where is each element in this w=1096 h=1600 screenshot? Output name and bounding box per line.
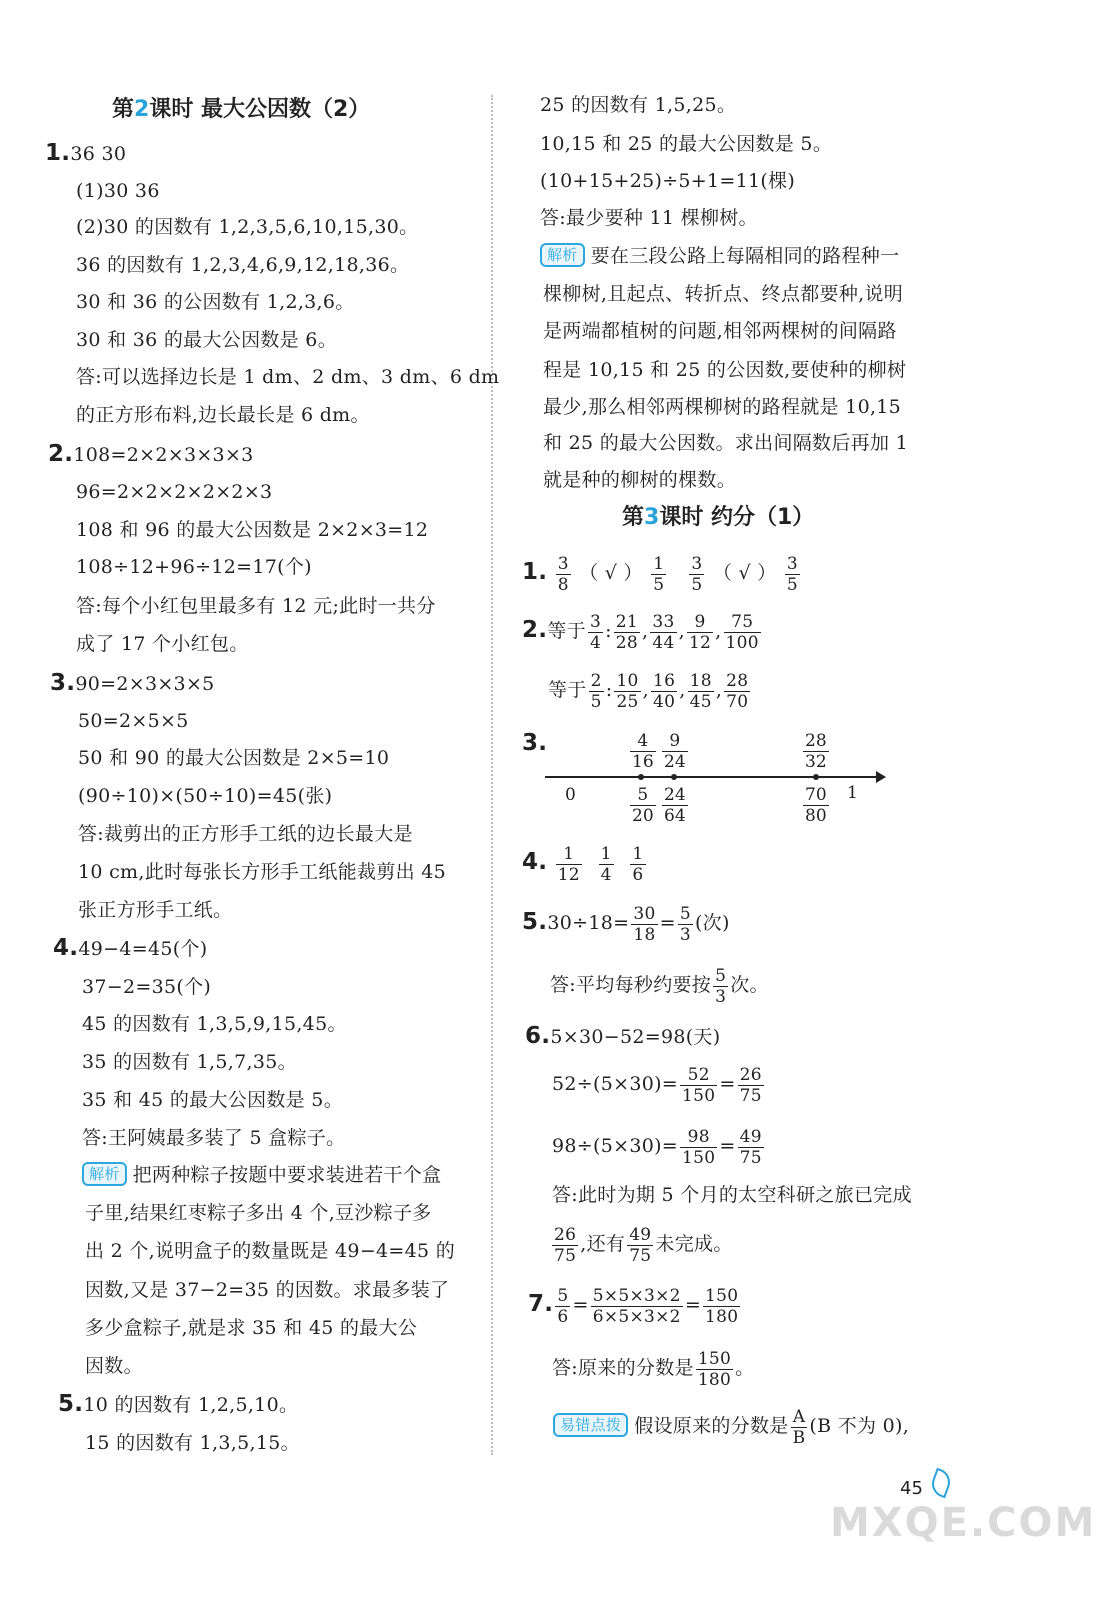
q2-line5: 成了 17 个小红包。 bbox=[76, 633, 249, 655]
q4-analysis-5: 因数。 bbox=[85, 1355, 143, 1377]
lesson-title-2: 第2课时 最大公因数（2） bbox=[112, 97, 371, 122]
q3-line3: (90÷10)×(50÷10)=45(张) bbox=[78, 785, 333, 807]
q3-line4: 答:裁剪出的正方形手工纸的边长最大是 bbox=[78, 823, 413, 845]
fraction: $\frac{75}{100}$ bbox=[725, 611, 759, 653]
fraction: $\frac{1}{5}$ bbox=[653, 553, 665, 595]
fraction: $\frac{5}{6}$ bbox=[557, 1285, 569, 1327]
q1-line6: 答:可以选择边长是 1 dm、2 dm、3 dm、6 dm bbox=[76, 366, 500, 388]
fraction: $\frac{49}{75}$ bbox=[629, 1224, 652, 1266]
rc-line3: 答:最少要种 11 棵柳树。 bbox=[540, 207, 758, 229]
nl-label-top: $\frac{9}{24}$ bbox=[664, 731, 686, 772]
rc-analysis-6: 就是种的柳树的棵数。 bbox=[543, 469, 737, 491]
leaf-icon bbox=[928, 1468, 954, 1499]
r-q7: 7. $\frac{5}{6}$ = $\frac{5\times 5\times 3\times 2}{6\times 5\times 3\times 2}$ = $\frac{150}{180}$ bbox=[528, 1285, 739, 1327]
rc-analysis-4: 最少,那么相邻两棵柳树的路程就是 10,15 bbox=[543, 396, 902, 418]
fraction: $\frac{28}{70}$ bbox=[726, 670, 749, 712]
rc-analysis-1: 棵柳树,且起点、转折点、终点都要种,说明 bbox=[543, 283, 904, 305]
rc-line2: (10+15+25)÷5+1=11(棵) bbox=[540, 170, 796, 192]
r-q4: 4. $\frac{1}{12}$ $\frac{1}{4}$ $\frac{1}{6}$ bbox=[522, 843, 644, 885]
number-line-point bbox=[813, 774, 819, 780]
fraction: $\frac{150}{180}$ bbox=[705, 1285, 739, 1327]
fraction: $\frac{21}{28}$ bbox=[615, 611, 639, 653]
fraction: $\frac{3}{5}$ bbox=[691, 553, 703, 595]
fraction: $\frac{1}{4}$ bbox=[600, 843, 612, 885]
q1-line3: 36 的因数有 1,2,3,4,6,9,12,18,36。 bbox=[76, 254, 410, 276]
fraction: $\frac{5}{3}$ bbox=[679, 903, 691, 945]
q4-analysis-4: 多少盒粽子,就是求 35 和 45 的最大公 bbox=[85, 1317, 418, 1339]
fraction: $\frac{49}{75}$ bbox=[739, 1126, 762, 1168]
q4-line3: 35 的因数有 1,5,7,35。 bbox=[82, 1051, 297, 1073]
r-q2-line1: 2.等于 $\frac{3}{4}$ : $\frac{21}{28}$ , $\frac{33}{44}$ , $\frac{9}{12}$ , $\frac{75}{100}$ bbox=[522, 611, 759, 653]
r-q5: 5.30÷18= $\frac{30}{18}$ = $\frac{5}{3}$ (次) bbox=[522, 903, 730, 945]
analysis-tag: 解析 bbox=[82, 1162, 127, 1186]
fraction: $\frac{3}{8}$ bbox=[557, 553, 569, 595]
q3-line1: 50=2×5×5 bbox=[78, 710, 189, 732]
fraction: $\frac{150}{180}$ bbox=[697, 1348, 732, 1390]
r-q5-answer: 答:平均每秒约要按 $\frac{5}{3}$ 次。 bbox=[550, 965, 769, 1007]
fraction: $\frac{1}{12}$ bbox=[557, 843, 580, 885]
number-line-arrow bbox=[876, 771, 886, 783]
r-q3-num: 3. bbox=[522, 730, 548, 756]
number-line-axis bbox=[545, 776, 880, 778]
q4-analysis-2: 出 2 个,说明盒子的数量既是 49−4=45 的 bbox=[85, 1240, 456, 1262]
q4-line2: 45 的因数有 1,3,5,9,15,45。 bbox=[82, 1013, 347, 1035]
q4-line0: 4.49−4=45(个) bbox=[53, 935, 208, 961]
r-q2-line2: 等于 $\frac{2}{5}$ : $\frac{10}{25}$ , $\frac{16}{40}$ , $\frac{18}{45}$ , $\frac{28}{70}$ bbox=[548, 670, 749, 712]
q1-line0: 1.36 30 bbox=[45, 140, 127, 166]
column-divider bbox=[491, 95, 493, 1455]
q2-line2: 108 和 96 的最大公因数是 2×2×3=12 bbox=[76, 519, 429, 541]
q4-analysis-1: 子里,结果红枣粽子多出 4 个,豆沙粽子多 bbox=[85, 1202, 432, 1224]
error-tip-tag: 易错点拨 bbox=[553, 1413, 628, 1437]
fraction: $\frac{3}{5}$ bbox=[786, 553, 798, 595]
rc-analysis-5: 和 25 的最大公因数。求出间隔数后再加 1 bbox=[543, 432, 908, 454]
nl-label-bottom: $\frac{24}{64}$ bbox=[664, 785, 686, 826]
q4-line5: 答:王阿姨最多装了 5 盒粽子。 bbox=[82, 1127, 346, 1149]
analysis-tag: 解析 bbox=[540, 243, 585, 267]
q3-line2: 50 和 90 的最大公因数是 2×5=10 bbox=[78, 747, 390, 769]
fraction: $\frac{2}{5}$ bbox=[590, 670, 602, 712]
r-q6-line3: 答:此时为期 5 个月的太空科研之旅已完成 bbox=[552, 1184, 912, 1206]
q4-line1: 37−2=35(个) bbox=[82, 976, 212, 998]
fraction: $\frac{26}{75}$ bbox=[739, 1064, 762, 1106]
q5-line0: 5.10 的因数有 1,2,5,10。 bbox=[58, 1391, 299, 1417]
nl-label-bottom: $\frac{70}{80}$ bbox=[805, 785, 827, 826]
q1-line2: (2)30 的因数有 1,2,3,5,6,10,15,30。 bbox=[76, 216, 419, 238]
r-q1: 1. $\frac{3}{8}$ （ √ ） $\frac{1}{5}$ $\frac{3}{5}$ （ √ ） $\frac{3}{5}$ bbox=[522, 553, 798, 595]
rc-analysis-3: 程是 10,15 和 25 的公因数,要使种的柳树 bbox=[543, 359, 907, 381]
rc-analysis-2: 是两端都植树的问题,相邻两棵树的间隔路 bbox=[543, 320, 897, 342]
fraction: $\frac{1}{6}$ bbox=[632, 843, 644, 885]
fraction: $\frac{16}{40}$ bbox=[653, 670, 676, 712]
fraction: $\frac{5\times 5\times 3\times 2}{6\times 5\times 3\times 2}$ bbox=[592, 1285, 681, 1327]
r-q7-tip: 易错点拨 假设原来的分数是 $\frac{A}{B}$ (B 不为 0), bbox=[553, 1404, 909, 1448]
q1-line4: 30 和 36 的公因数有 1,2,3,6。 bbox=[76, 291, 355, 313]
r-q7-answer: 答:原来的分数是 $\frac{150}{180}$ 。 bbox=[552, 1348, 755, 1390]
fraction: $\frac{26}{75}$ bbox=[554, 1224, 577, 1266]
fraction: $\frac{98}{150}$ bbox=[682, 1126, 716, 1168]
nl-label-bottom: $\frac{5}{20}$ bbox=[632, 785, 654, 826]
q5-line1: 15 的因数有 1,3,5,15。 bbox=[85, 1432, 300, 1454]
fraction: $\frac{A}{B}$ bbox=[792, 1406, 806, 1448]
fraction: $\frac{9}{12}$ bbox=[688, 611, 712, 653]
fraction: $\frac{18}{45}$ bbox=[689, 670, 712, 712]
q2-line3: 108÷12+96÷12=17(个) bbox=[76, 556, 312, 578]
nl-label-top: $\frac{28}{32}$ bbox=[805, 731, 827, 772]
fraction: $\frac{5}{3}$ bbox=[715, 965, 727, 1007]
q2-line4: 答:每个小红包里最多有 12 元;此时一共分 bbox=[76, 595, 436, 617]
r-q6-line0: 6.5×30−52=98(天) bbox=[525, 1023, 721, 1049]
q2-line1: 96=2×2×2×2×2×3 bbox=[76, 481, 273, 503]
nl-zero: 0 bbox=[565, 785, 576, 805]
q1-line1: (1)30 36 bbox=[76, 180, 160, 202]
nl-one: 1 bbox=[847, 783, 858, 803]
nl-label-top: $\frac{4}{16}$ bbox=[632, 731, 654, 772]
r-q6-line4: $\frac{26}{75}$ ,还有 $\frac{49}{75}$ 未完成。 bbox=[554, 1224, 733, 1266]
r-q6-line2: 98÷(5×30)= $\frac{98}{150}$ = $\frac{49}{75}$ bbox=[552, 1126, 762, 1168]
fraction: $\frac{10}{25}$ bbox=[616, 670, 639, 712]
lesson-title-3: 第3课时 约分（1） bbox=[622, 505, 815, 530]
number-line-point bbox=[671, 774, 677, 780]
fraction: $\frac{30}{18}$ bbox=[633, 903, 656, 945]
rc-line0: 25 的因数有 1,5,25。 bbox=[540, 94, 737, 116]
fraction: $\frac{52}{150}$ bbox=[682, 1064, 716, 1106]
watermark: MXQE.COM bbox=[830, 1500, 1096, 1546]
fraction: $\frac{3}{4}$ bbox=[589, 611, 602, 653]
q2-line0: 2.108=2×2×3×3×3 bbox=[48, 441, 254, 467]
q1-line7: 的正方形布料,边长最长是 6 dm。 bbox=[76, 404, 370, 426]
fraction: $\frac{33}{44}$ bbox=[652, 611, 675, 653]
q3-line0: 3.90=2×3×3×5 bbox=[50, 670, 215, 696]
q4-analysis-0: 解析 把两种粽子按题中要求装进若干个盒 bbox=[82, 1162, 441, 1188]
rc-analysis-0: 解析 要在三段公路上每隔相同的路程种一 bbox=[540, 243, 899, 269]
q3-line5: 10 cm,此时每张长方形手工纸能裁剪出 45 bbox=[78, 861, 447, 883]
rc-line1: 10,15 和 25 的最大公因数是 5。 bbox=[540, 133, 833, 155]
q1-line5: 30 和 36 的最大公因数是 6。 bbox=[76, 329, 338, 351]
q4-analysis-3: 因数,又是 37−2=35 的因数。求最多装了 bbox=[85, 1279, 450, 1301]
q4-line4: 35 和 45 的最大公因数是 5。 bbox=[82, 1089, 344, 1111]
q3-line6: 张正方形手工纸。 bbox=[78, 899, 233, 921]
number-line-point bbox=[638, 774, 644, 780]
page-number: 45 bbox=[900, 1478, 923, 1499]
r-q6-line1: 52÷(5×30)= $\frac{52}{150}$ = $\frac{26}{75}$ bbox=[552, 1064, 762, 1106]
